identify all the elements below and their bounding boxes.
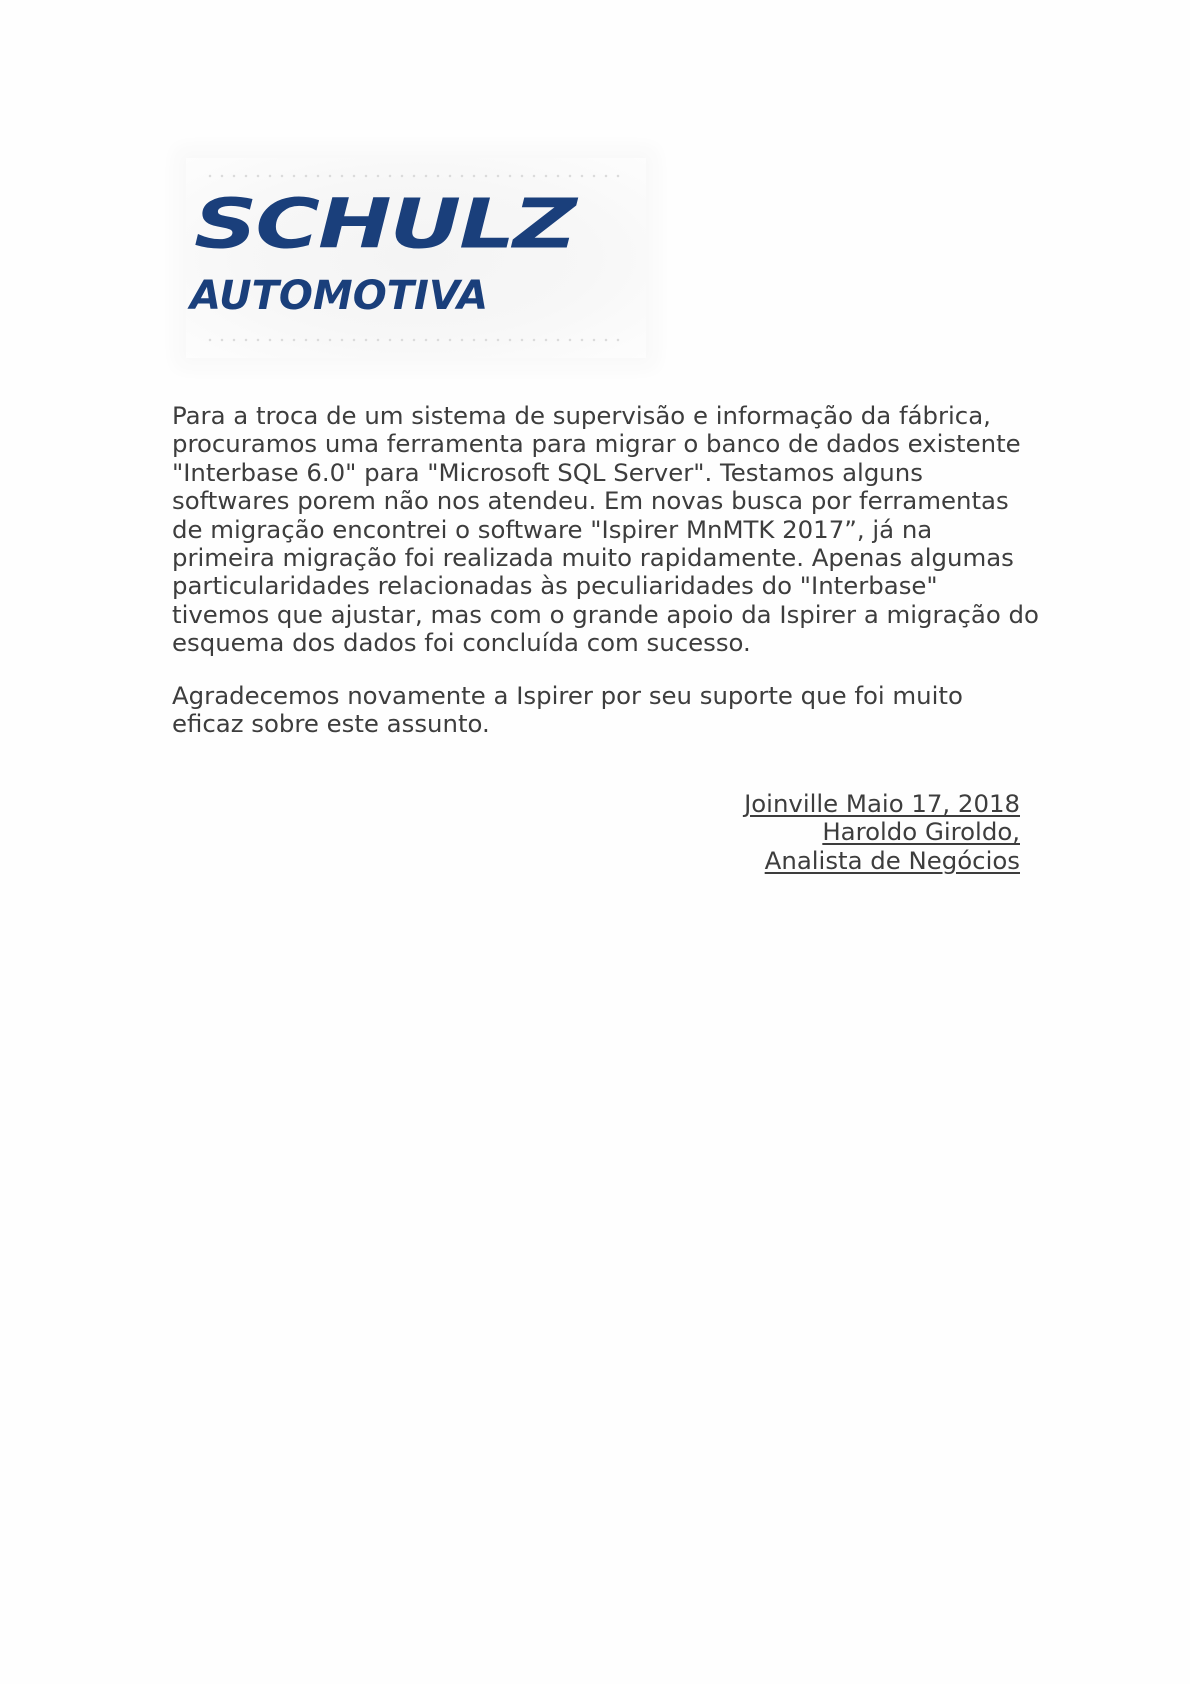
signature-title: Analista de Negócios [764,845,1020,875]
logo-dotted-line-bottom [204,338,628,342]
logo-sub-text: AUTOMOTIVA [190,273,489,319]
paragraph-thanks: Agradecemos novamente a Ispirer por seu suporte que foi muito eficaz sobre este assunto. [172,680,963,739]
paragraph-migration: Para a troca de um sistema de supervisão e informação da fábrica, procuramos uma ferramenta para migrar o banco de dados existente "Interbase 6.0" para "Microsoft SQL Server". Testamos alguns softwares porem não nos atendeu. Em novas busca por ferramentas de migração encontrei o software "Ispirer MnMTK 2017”, já na primeira migração foi realizada muito rapidamente. Apenas algumas particularidades relacionadas às peculiaridades do "Interbase" tivemos que ajustar, mas com o grande apoio da Ispirer a migração do esquema dos dados foi concluída com sucesso. [172,401,1039,658]
company-logo [186,158,646,358]
logo-main-text: SCHULZ [194,183,575,265]
signature-place-date: Joinville Maio 17, 2018 [744,789,1020,818]
signature-name: Haroldo Giroldo, [822,817,1020,847]
logo-dotted-line-top [204,174,628,178]
letter-body [172,402,1042,738]
signature-block [744,790,1020,875]
